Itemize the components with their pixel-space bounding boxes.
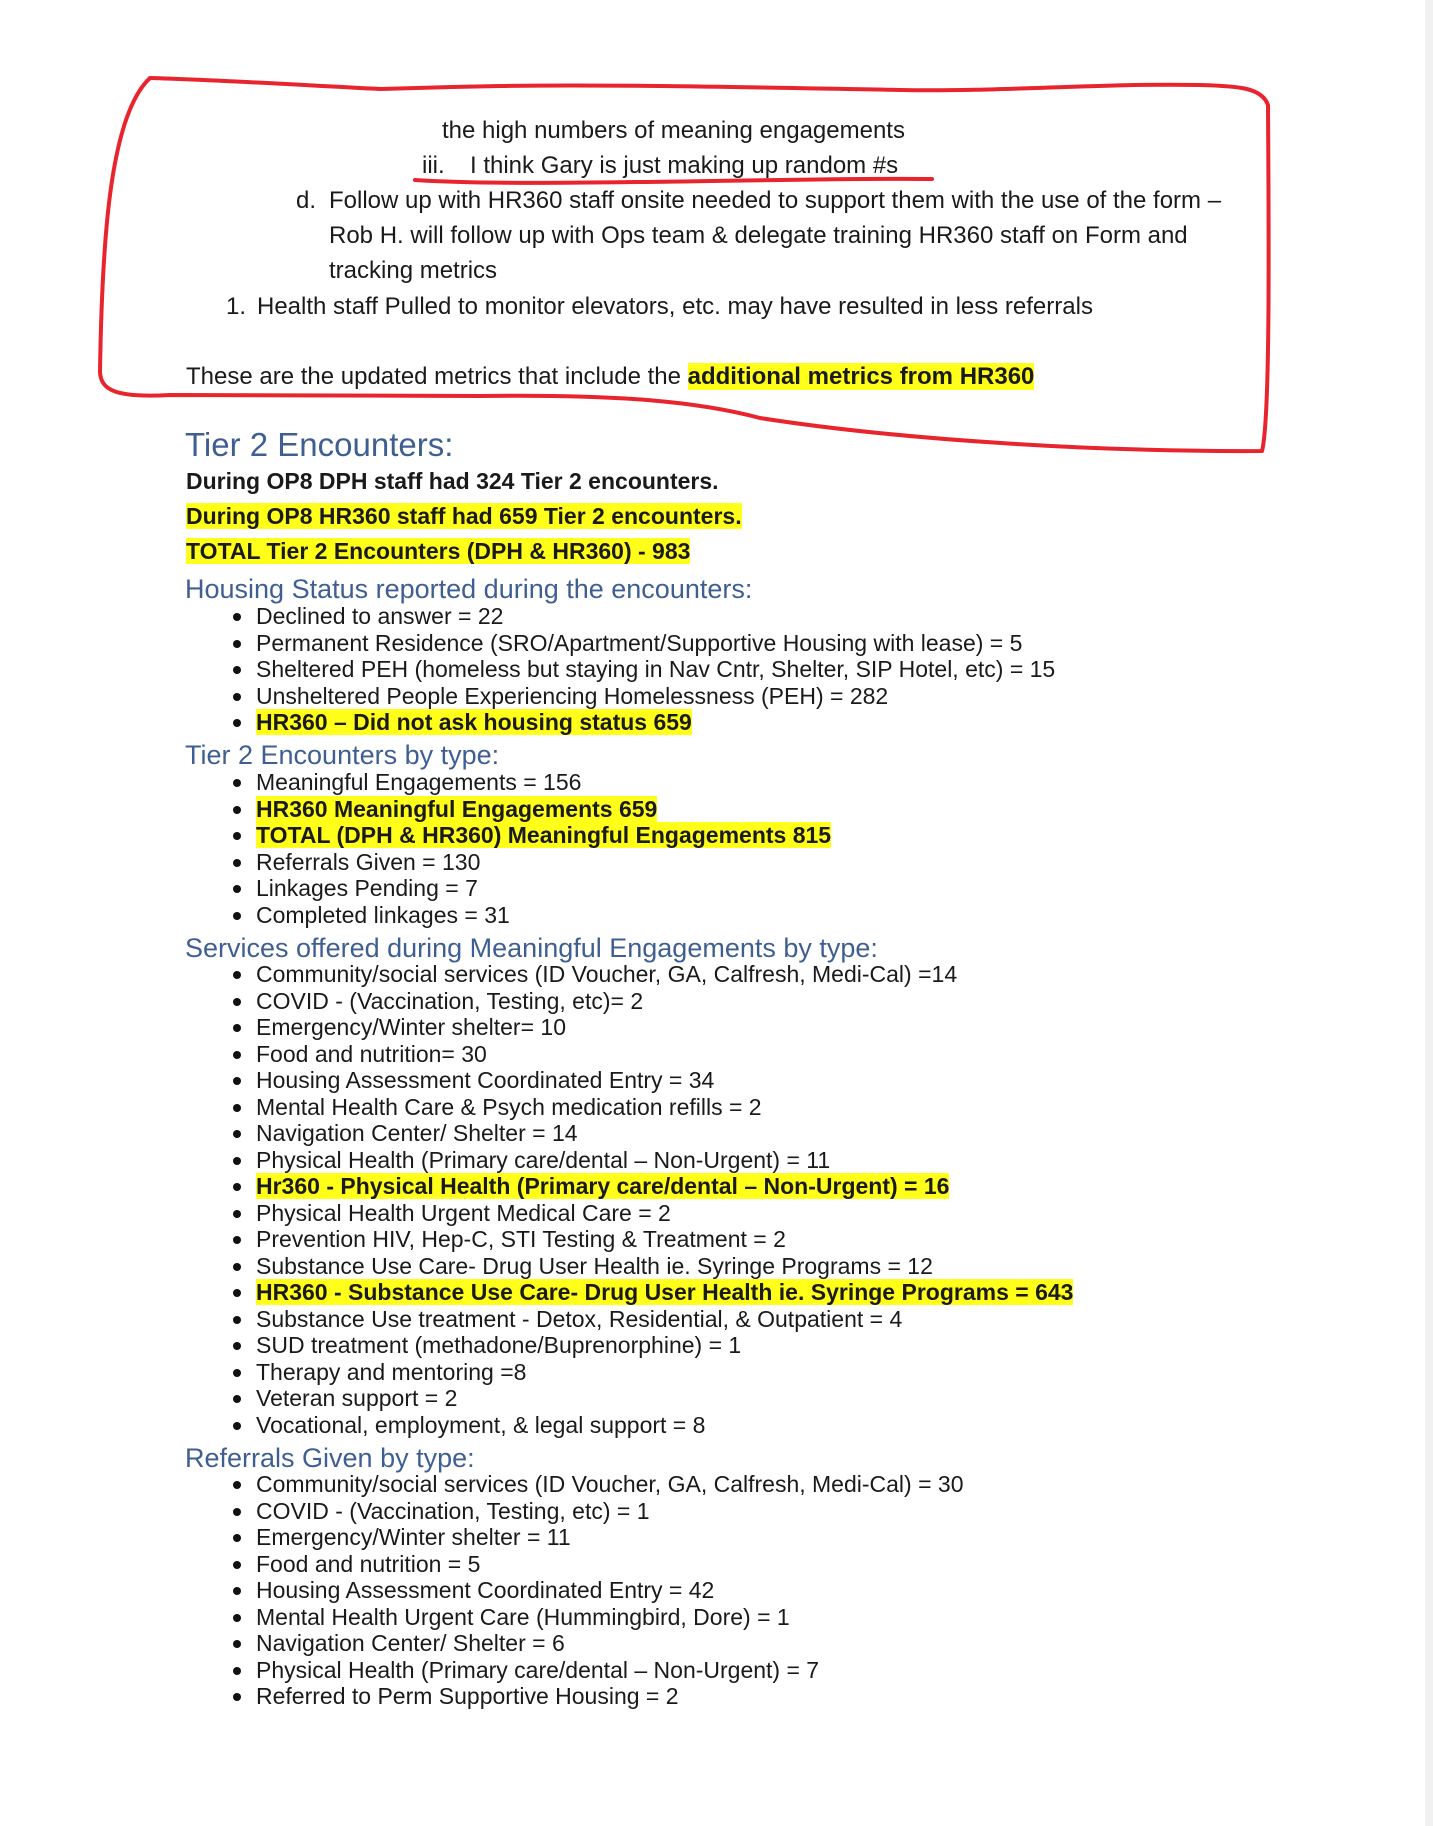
- notes-item-1-marker: 1.: [226, 293, 247, 320]
- list-item: Substance Use Care- Drug User Health ie. Syringe Programs = 12: [229, 1253, 1073, 1280]
- list-item: Declined to answer = 22: [229, 603, 1055, 630]
- list-item: Referred to Perm Supportive Housing = 2: [229, 1683, 964, 1710]
- notes-item-1-text: Health staff Pulled to monitor elevators, etc. may have resulted in less referrals: [257, 293, 1093, 320]
- tier2-total-line: TOTAL Tier 2 Encounters (DPH & HR360) - 983: [186, 538, 691, 564]
- intro-paragraph: [186, 362, 1034, 392]
- housing-heading: Housing Status reported during the encounters:: [185, 574, 753, 604]
- list-item: HR360 – Did not ask housing status 659: [229, 709, 1055, 736]
- list-item: Physical Health Urgent Medical Care = 2: [229, 1200, 1073, 1227]
- list-item: Physical Health (Primary care/dental – Non-Urgent) = 11: [229, 1147, 1073, 1174]
- list-item: Linkages Pending = 7: [229, 875, 831, 902]
- tier2-dph-line: During OP8 DPH staff had 324 Tier 2 encounters.: [186, 468, 719, 494]
- list-item: Meaningful Engagements = 156: [229, 769, 831, 796]
- referrals-list: [229, 1471, 964, 1710]
- notes-item-d-line-2: Rob H. will follow up with Ops team & delegate training HR360 staff on Form and: [329, 222, 1188, 249]
- list-item: SUD treatment (methadone/Buprenorphine) = 1: [229, 1332, 1073, 1359]
- notes-item-d-marker: d.: [296, 187, 317, 214]
- intro-text: These are the updated metrics that include the: [186, 363, 688, 390]
- services-list: [229, 961, 1073, 1438]
- notes-item-iii-marker: iii.: [422, 152, 445, 179]
- list-item: Prevention HIV, Hep-C, STI Testing & Treatment = 2: [229, 1226, 1073, 1253]
- notes-item-d-line-1: Follow up with HR360 staff onsite needed to support them with the use of the form –: [329, 187, 1222, 214]
- list-item: COVID - (Vaccination, Testing, etc)= 2: [229, 988, 1073, 1015]
- list-item: Navigation Center/ Shelter = 14: [229, 1120, 1073, 1147]
- notes-item-d-line-3: tracking metrics: [329, 257, 498, 284]
- list-item: Community/social services (ID Voucher, GA, Calfresh, Medi-Cal) = 30: [229, 1471, 964, 1498]
- list-item: Unsheltered People Experiencing Homelessness (PEH) = 282: [229, 683, 1055, 710]
- list-item: Housing Assessment Coordinated Entry = 34: [229, 1067, 1073, 1094]
- list-item: Referrals Given = 130: [229, 849, 831, 876]
- list-item: Food and nutrition= 30: [229, 1041, 1073, 1068]
- list-item: HR360 Meaningful Engagements 659: [229, 796, 831, 823]
- referrals-heading: Referrals Given by type:: [185, 1443, 475, 1473]
- list-item: Navigation Center/ Shelter = 6: [229, 1630, 964, 1657]
- by-type-list: [229, 769, 831, 928]
- list-item: Permanent Residence (SRO/Apartment/Supportive Housing with lease) = 5: [229, 630, 1055, 657]
- services-heading: Services offered during Meaningful Engagements by type:: [185, 933, 878, 963]
- list-item: Mental Health Urgent Care (Hummingbird, Dore) = 1: [229, 1604, 964, 1631]
- list-item: Community/social services (ID Voucher, GA, Calfresh, Medi-Cal) =14: [229, 961, 1073, 988]
- notes-item-iii-text: I think Gary is just making up random #s: [470, 152, 899, 179]
- list-item: Food and nutrition = 5: [229, 1551, 964, 1578]
- list-item: Housing Assessment Coordinated Entry = 42: [229, 1577, 964, 1604]
- tier2-heading: Tier 2 Encounters:: [185, 426, 454, 463]
- list-item: Physical Health (Primary care/dental – Non-Urgent) = 7: [229, 1657, 964, 1684]
- list-item: TOTAL (DPH & HR360) Meaningful Engagements 815: [229, 822, 831, 849]
- list-item: Sheltered PEH (homeless but staying in Nav Cntr, Shelter, SIP Hotel, etc) = 15: [229, 656, 1055, 683]
- tier2-hr360-line: During OP8 HR360 staff had 659 Tier 2 encounters.: [186, 503, 742, 529]
- list-item: Emergency/Winter shelter = 11: [229, 1524, 964, 1551]
- list-item: Veteran support = 2: [229, 1385, 1073, 1412]
- intro-highlight: additional metrics from HR360: [687, 363, 1035, 390]
- list-item: COVID - (Vaccination, Testing, etc) = 1: [229, 1498, 964, 1525]
- list-item: Emergency/Winter shelter= 10: [229, 1014, 1073, 1041]
- list-item: Therapy and mentoring =8: [229, 1359, 1073, 1386]
- housing-list: [229, 603, 1055, 736]
- list-item: HR360 - Substance Use Care- Drug User Health ie. Syringe Programs = 643: [229, 1279, 1073, 1306]
- list-item: Hr360 - Physical Health (Primary care/dental – Non-Urgent) = 16: [229, 1173, 1073, 1200]
- by-type-heading: Tier 2 Encounters by type:: [185, 740, 500, 770]
- notes-line-continuation: the high numbers of meaning engagements: [442, 117, 905, 144]
- list-item: Substance Use treatment - Detox, Residential, & Outpatient = 4: [229, 1306, 1073, 1333]
- list-item: Mental Health Care & Psych medication refills = 2: [229, 1094, 1073, 1121]
- list-item: Completed linkages = 31: [229, 902, 831, 929]
- list-item: Vocational, employment, & legal support = 8: [229, 1412, 1073, 1439]
